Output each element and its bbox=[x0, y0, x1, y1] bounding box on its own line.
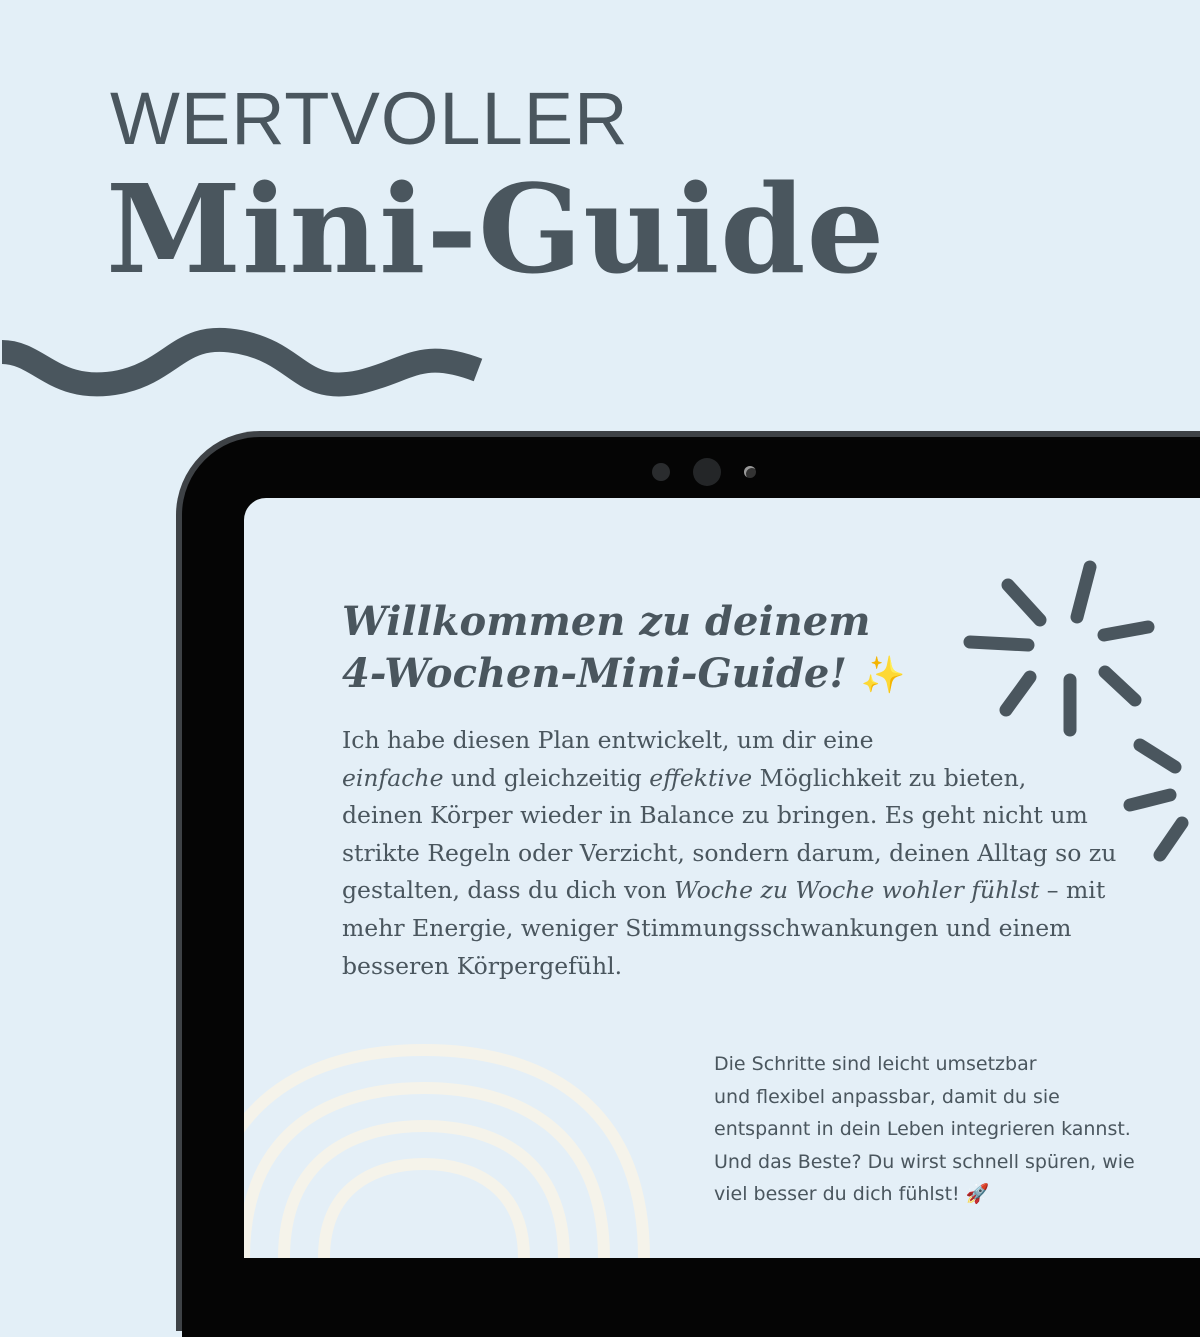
guide-heading-line1: Willkommen zu deinem bbox=[342, 598, 871, 645]
intro-line: deinen Körper wieder in Balance zu bringen. Es geht nicht um bbox=[342, 801, 1088, 830]
side-line: viel besser du dich fühlst! 🚀 bbox=[714, 1183, 990, 1205]
emphasis-text: einfache bbox=[342, 763, 444, 792]
sparkles-icon: ✨ bbox=[860, 654, 906, 696]
side-line: und flexibel anpassbar, damit du sie bbox=[714, 1085, 1060, 1108]
intro-line: besseren Körpergefühl. bbox=[342, 951, 623, 980]
intro-line: Ich habe diesen Plan entwickelt, um dir eine bbox=[342, 726, 874, 754]
intro-line: mehr Energie, weniger Stimmungsschwankungen und einem bbox=[342, 913, 1072, 942]
guide-heading-line2: 4-Wochen-Mini-Guide! bbox=[342, 650, 847, 697]
wave-decoration bbox=[0, 320, 490, 410]
emphasis-text: Woche zu Woche wohler fühlst bbox=[674, 876, 1040, 905]
sensor-dot bbox=[652, 463, 670, 481]
camera-lens bbox=[693, 458, 721, 486]
kicker-heading: WERTVOLLER bbox=[110, 77, 629, 160]
guide-heading bbox=[342, 596, 942, 701]
intro-text: – mit bbox=[1039, 876, 1106, 905]
side-line: Und das Beste? Du wirst schnell spüren, wie bbox=[714, 1150, 1135, 1173]
intro-text: und gleichzeitig bbox=[443, 763, 650, 792]
intro-text: Möglichkeit zu bieten, bbox=[752, 763, 1027, 792]
side-line: Die Schritte sind leicht umsetzbar bbox=[714, 1053, 1037, 1075]
side-line: entspannt in dein Leben integrieren kannst. bbox=[714, 1118, 1131, 1140]
light-sensor bbox=[744, 466, 756, 478]
intro-line bbox=[342, 872, 1122, 910]
burst-doodle-icon bbox=[960, 555, 1190, 865]
emphasis-text: effektive bbox=[649, 763, 753, 792]
page-title: Mini-Guide bbox=[106, 157, 886, 301]
intro-line: strikte Regeln oder Verzicht, sondern darum, deinen Alltag so zu bbox=[342, 838, 1117, 867]
side-paragraph bbox=[714, 1048, 1174, 1211]
intro-text: gestalten, dass du dich von bbox=[342, 876, 675, 905]
